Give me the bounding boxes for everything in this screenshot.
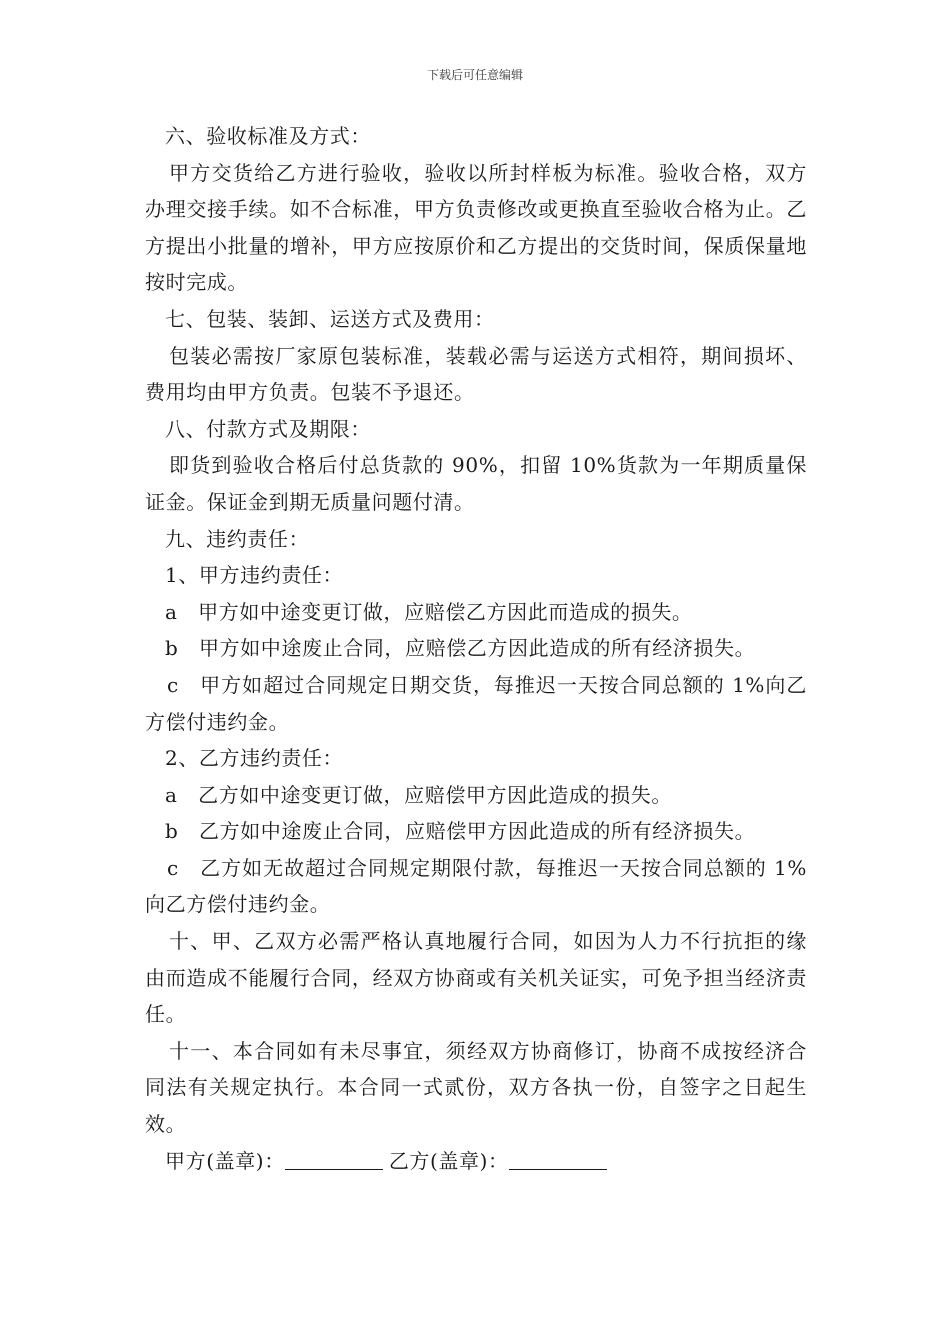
paragraph-packaging: 包装必需按厂家原包装标准，装载必需与运送方式相符，期间损坏、费用均由甲方负责。包装不予退还。: [145, 343, 807, 405]
clause-party-a-a: a 甲方如中途变更订做，应赔偿乙方因此而造成的损失。: [165, 599, 693, 624]
section-heading-acceptance: 六、验收标准及方式：: [165, 124, 371, 148]
party-a-signature-blank: [285, 1147, 383, 1170]
subsection-party-a-liability: 1、甲方违约责任：: [165, 563, 344, 588]
page-header: 下载后可任意编辑: [426, 68, 523, 82]
subsection-party-b-liability: 2、乙方违约责任：: [165, 746, 344, 771]
clause-party-a-b: b 甲方如中途废止合同，应赔偿乙方因此造成的所有经济损失。: [165, 636, 756, 661]
clause-party-b-c: c 乙方如无故超过合同规定期限付款，每推迟一天按合同总额的 1%向乙方偿付违约金。: [145, 855, 807, 917]
signature-line: [145, 1143, 807, 1180]
party-b-seal-label: 乙方(盖章)：: [388, 1148, 509, 1173]
clause-party-b-a: a 乙方如中途变更订做，应赔偿甲方因此造成的损失。: [165, 782, 672, 807]
paragraph-payment: 即货到验收合格后付总货款的 90%，扣留 10%货款为一年期质量保证金。保证金到期无质量问题付清。: [145, 453, 807, 514]
paragraph-force-majeure: 十、甲、乙双方必需严格认真地履行合同，如因为人力不行抗拒的缘由而造成不能履行合同，经双方协商或有关机关证实，可免予担当经济责任。: [145, 929, 807, 1027]
paragraph-supplementary: 十一、本合同如有未尽事宜，须经双方协商修订，协商不成按经济合同法有关规定执行。本合同一式贰份，双方各执一份，自签字之日起生效。: [145, 1038, 807, 1137]
contract-body: [145, 118, 807, 1179]
section-heading-liability: 九、违约责任：: [165, 526, 310, 551]
paragraph-acceptance: 甲方交货给乙方进行验收，验收以所封样板为标准。验收合格，双方办理交接手续。如不合标准，甲方负责修改或更换直至验收合格为止。乙方提出小批量的增补，甲方应按原价和乙方提出的交货时间，保质保量地按时完成。: [145, 160, 807, 295]
clause-party-b-b: b 乙方如中途废止合同，应赔偿甲方因此造成的所有经济损失。: [165, 819, 756, 844]
section-heading-payment: 八、付款方式及期限：: [165, 416, 371, 441]
clause-party-a-c: c 甲方如超过合同规定日期交货，每推迟一天按合同总额的 1%向乙方偿付违约金。: [145, 672, 807, 734]
party-a-seal-label: 甲方(盖章)：: [165, 1148, 285, 1173]
party-b-signature-blank: [509, 1147, 607, 1170]
section-heading-packaging: 七、包装、装卸、运送方式及费用：: [165, 306, 495, 331]
